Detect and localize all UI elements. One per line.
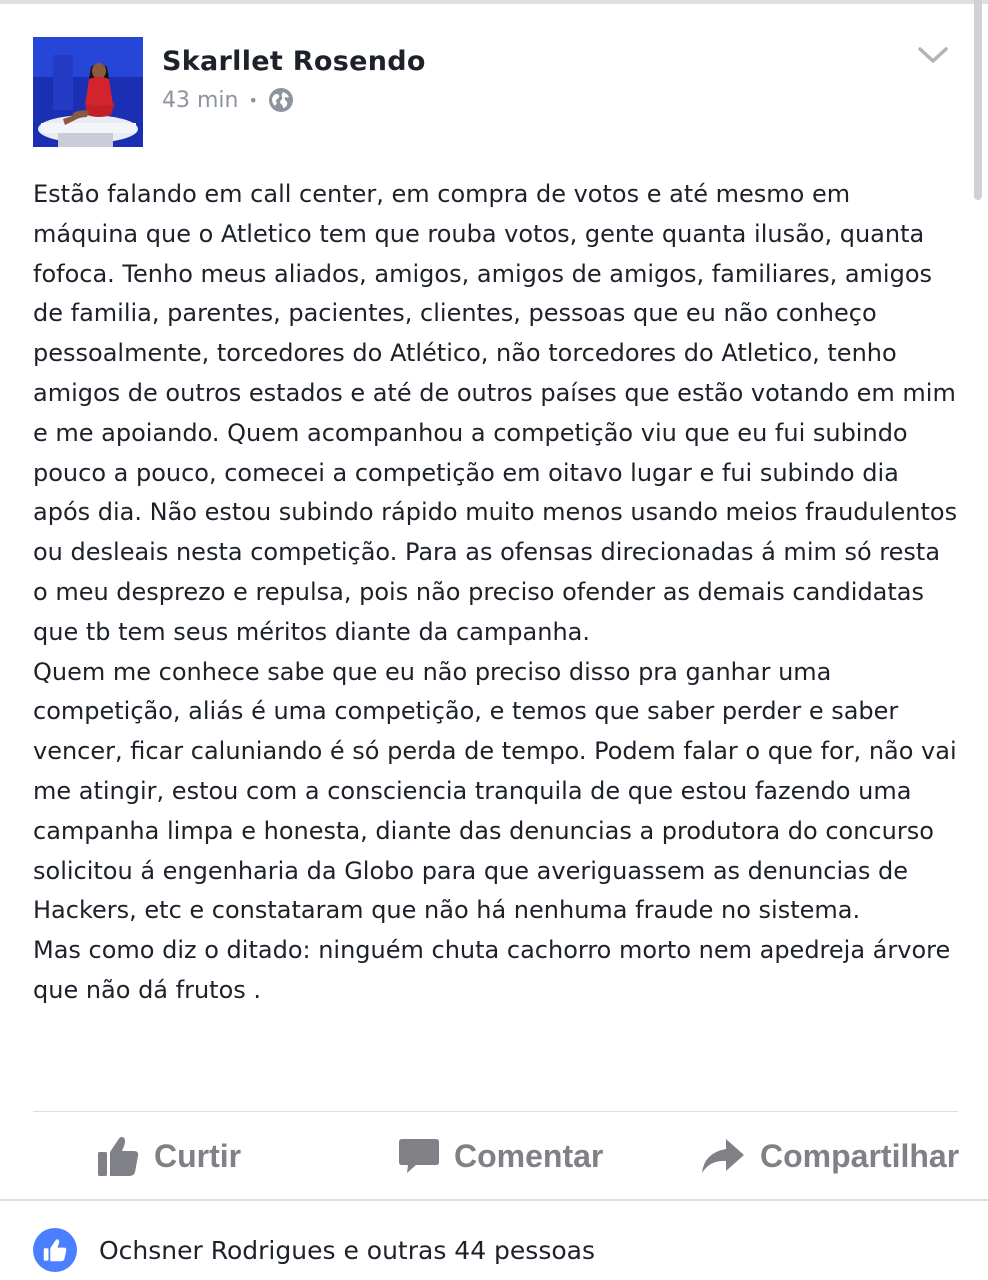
comment-icon — [398, 1136, 440, 1176]
like-badge-icon — [33, 1228, 77, 1272]
post-text — [33, 175, 958, 1011]
author-name[interactable]: Skarllet Rosendo — [162, 46, 426, 77]
post-meta — [162, 87, 294, 113]
thumbs-up-icon — [96, 1134, 140, 1178]
post-actions — [0, 1112, 988, 1200]
reactions-divider — [0, 1199, 988, 1201]
scrollbar[interactable] — [974, 0, 982, 200]
reactions-summary[interactable] — [33, 1226, 595, 1274]
like-label: Curtir — [154, 1137, 242, 1174]
top-divider — [0, 0, 988, 4]
avatar-photo — [33, 37, 143, 147]
meta-separator: • — [248, 90, 258, 110]
comment-label: Comentar — [454, 1137, 604, 1174]
chevron-down-icon[interactable] — [916, 41, 950, 69]
post-paragraph: Mas como diz o ditado: ninguém chuta cachorro morto nem apedreja árvore que não dá frutos . — [33, 936, 951, 1004]
comment-button[interactable] — [398, 1112, 603, 1200]
post-paragraph: Quem me conhece sabe que eu não preciso disso pra ganhar uma competição, aliás é uma competição, e temos que saber perder e saber vencer, ficar caluniando é só perda de tempo. Podem falar o que for, não vai me atingir, estou com a consciencia tranquila de que estou fazendo uma campanha limpa e honesta, diante das denuncias a produtora do concurso solicitou á engenharia da Globo para que averiguassem as denuncias de Hackers, etc e constataram que não há nenhuma fraude no sistema. — [33, 657, 957, 925]
globe-icon — [268, 87, 294, 113]
share-label: Compartilhar — [760, 1137, 960, 1174]
share-button[interactable] — [700, 1112, 959, 1200]
post-time[interactable]: 43 min — [162, 87, 239, 113]
post-paragraph: Estão falando em call center, em compra de votos e até mesmo em máquina que o Atletico tem que rouba votos, gente quanta ilusão, quanta fofoca. Tenho meus aliados, amigos, amigos de amigos, familiares, amigos de familia, parentes, pacientes, clientes, pessoas que eu não conheço pessoalmente, torcedores do Atlético, não torcedores do Atletico, tenho amigos de outros estados e até de outros países que estão votando em mim e me apoiando. Quem acompanhou a competição viu que eu fui subindo pouco a pouco, comecei a competição em oitavo lugar e fui subindo dia após dia. Não estou subindo rápido muito menos usando meios fraudulentos ou desleais nesta competição. Para as ofensas direcionadas á mim só resta o meu desprezo e repulsa, pois não preciso ofender as demais candidatas que tb tem seus méritos diante da campanha. — [33, 180, 958, 646]
avatar[interactable] — [33, 37, 143, 147]
post-header — [33, 37, 958, 149]
like-button[interactable] — [96, 1112, 241, 1200]
share-arrow-icon — [700, 1136, 746, 1176]
reactions-text: Ochsner Rodrigues e outras 44 pessoas — [99, 1235, 595, 1265]
